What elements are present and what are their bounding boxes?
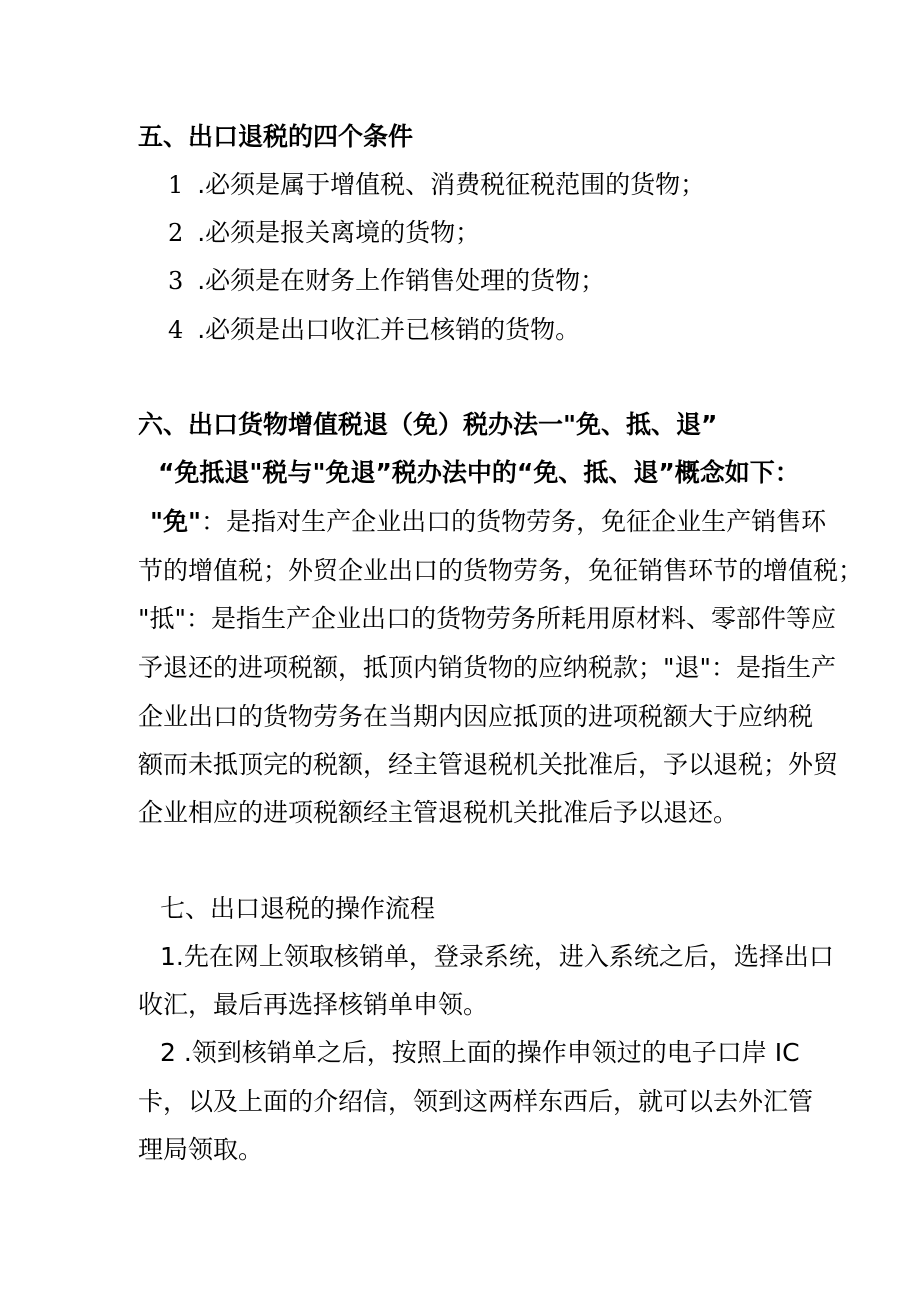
item-number: 4 [168,316,184,344]
term-mian: "免" [150,507,202,536]
list-item [168,313,580,347]
item-number: 1 [168,171,184,199]
body-line: 2 .领到核销单之后，按照上面的操作申领过的电子口岸 IC [160,1038,800,1067]
body-line [150,505,826,539]
body-line: 额而未抵顶完的税额，经主管退税机关批准后，予以退税；外贸 [138,750,839,779]
section6-subtitle: “免抵退"税与"免退”税办法中的“免、抵、退”概念如下： [158,458,800,487]
body-line-text: ：是指对生产企业出口的货物劳务，免征企业生产销售环 [201,507,827,536]
section7-title: 七、出口退税的操作流程 [160,894,436,923]
item-number: 3 [168,267,184,295]
item-text: .必须是出口收汇并已核销的货物。 [197,315,581,344]
body-line: 企业相应的进项税额经主管退税机关批准后予以退还。 [138,798,739,827]
item-text: .必须是在财务上作销售处理的货物； [197,266,606,295]
section5-title: 五、出口退税的四个条件 [138,122,414,151]
section6-title: 六、出口货物增值税退（免）税办法一"免、抵、退” [138,410,718,439]
body-line: 收汇，最后再选择核销单申领。 [138,990,489,1019]
item-number: 2 [168,219,184,247]
body-line: 节的增值税；外贸企业出口的货物劳务，免征销售环节的增值税； [138,556,864,585]
list-item [168,168,705,202]
body-line: 1.先在网上领取核销单，登录系统，进入系统之后，选择出口 [160,942,834,971]
item-text: .必须是报关离境的货物； [197,218,481,247]
body-line: 卡，以及上面的介绍信，领到这两样东西后，就可以去外汇管 [138,1087,814,1116]
body-line: 企业出口的货物劳务在当期内因应抵顶的进项税额大于应纳税 [138,702,814,731]
list-item [168,264,605,298]
body-line: 予退还的进项税额，抵顶内销货物的应纳税款；"退"：是指生产 [138,653,837,682]
body-line: "抵"：是指生产企业出口的货物劳务所耗用原材料、零部件等应 [138,604,837,633]
item-text: .必须是属于增值税、消费税征税范围的货物； [197,170,706,199]
list-item [168,216,480,250]
body-line: 理局领取。 [138,1135,264,1164]
